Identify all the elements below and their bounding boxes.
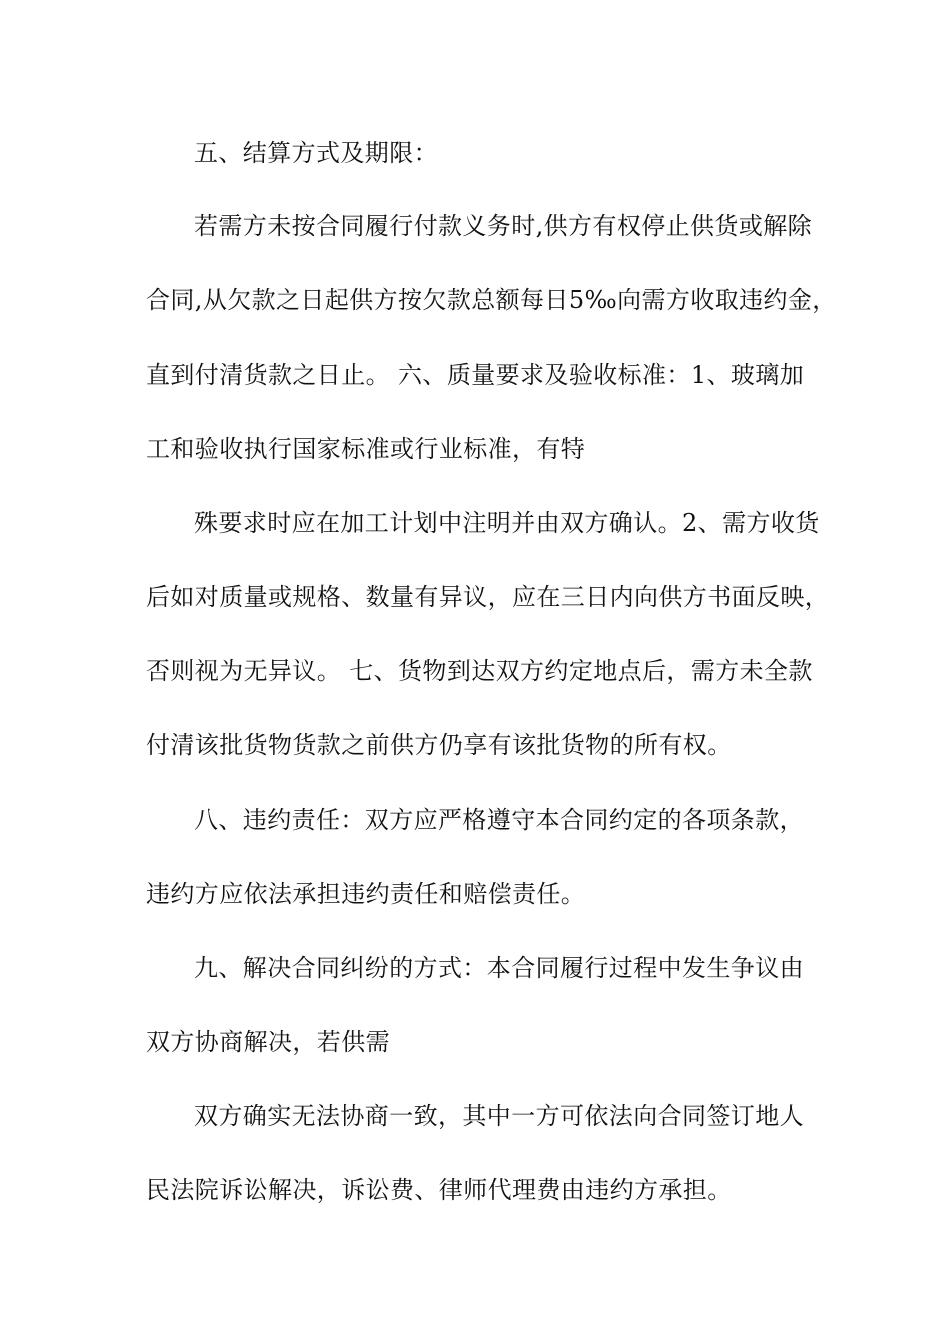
section-5-heading: 五、结算方式及期限：	[194, 139, 438, 167]
text-line: 民法院诉讼解决，诉讼费、律师代理费由违约方承担。	[146, 1176, 732, 1204]
text-line: 双方确实无法协商一致，其中一方可依法向合同签订地人	[194, 1102, 804, 1130]
section-9-paragraph: 九、解决合同纠纷的方式：本合同履行过程中发生争议由	[194, 954, 804, 982]
section-8-paragraph: 八、违约责任：双方应严格遵守本合同约定的各项条款，	[194, 806, 804, 834]
text-line: 工和验收执行国家标准或行业标准，有特	[146, 435, 586, 463]
text-line: 若需方未按合同履行付款义务时,供方有权停止供货或解除	[194, 212, 813, 240]
text-line: 殊要求时应在加工计划中注明并由双方确认。2、需方收货	[194, 509, 820, 537]
text-line: 后如对质量或规格、数量有异议，应在三日内向供方书面反映，	[146, 583, 830, 611]
text-line: 双方协商解决，若供需	[146, 1028, 390, 1056]
text-line: 否则视为无异议。 七、货物到达双方约定地点后，需方未全款	[146, 657, 813, 685]
text-line: 付清该批货物货款之前供方仍享有该批货物的所有权。	[146, 731, 732, 759]
text-line: 直到付清货款之日止。 六、质量要求及验收标准：1、玻璃加	[146, 361, 805, 389]
text-line: 违约方应依法承担违约责任和赔偿责任。	[146, 880, 586, 908]
text-line: 合同,从欠款之日起供方按欠款总额每日5‰向需方收取违约金，	[146, 286, 837, 314]
